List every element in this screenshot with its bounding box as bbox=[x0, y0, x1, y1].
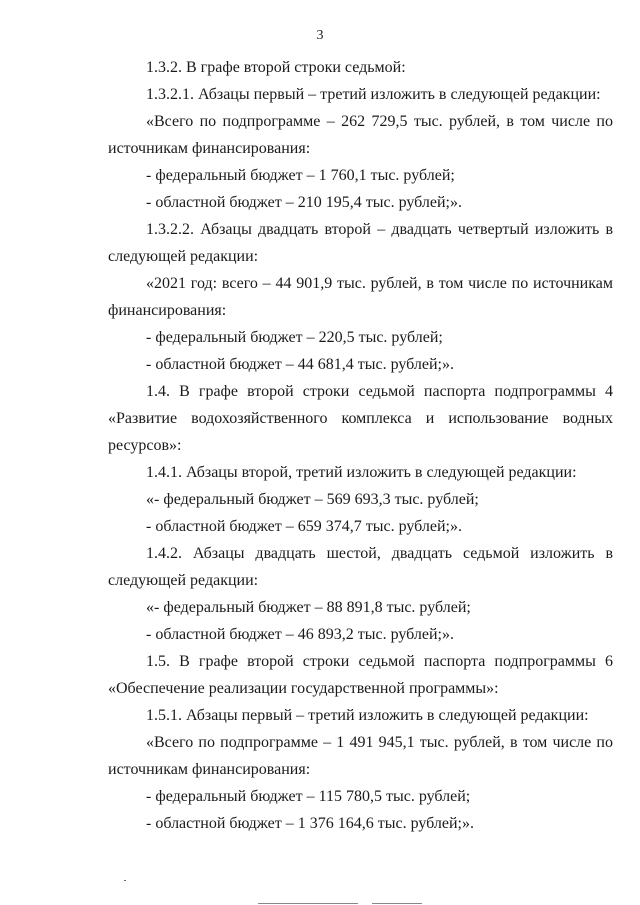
paragraph-regional-budget: - областной бюджет – 46 893,2 тыс. рублей;». bbox=[146, 626, 454, 643]
paragraph-1-4: 1.4. В графе второй строки седьмой паспорта подпрограммы 4 «Развитие водохозяйственного комплекса и использование водных ресурсов»: bbox=[108, 383, 613, 454]
paragraph-federal-budget: «- федеральный бюджет – 569 693,3 тыс. рублей; bbox=[146, 491, 479, 508]
page-number: 3 bbox=[316, 28, 324, 43]
paragraph-1-4-1: 1.4.1. Абзацы второй, третий изложить в следующей редакции: bbox=[146, 464, 577, 481]
paragraph-regional-budget: - областной бюджет – 210 195,4 тыс. рублей;». bbox=[146, 194, 462, 211]
paragraph-federal-budget: - федеральный бюджет – 115 780,5 тыс. рублей; bbox=[146, 788, 471, 805]
paragraph-federal-budget: - федеральный бюджет – 1 760,1 тыс. рублей; bbox=[146, 167, 455, 184]
paragraph-1-3-2: 1.3.2. В графе второй строки седьмой: bbox=[146, 59, 406, 76]
scan-edge-line bbox=[258, 903, 358, 904]
paragraph-quote-total-subprogram: «Всего по подпрограмме – 262 729,5 тыс. рублей, в том числе по источникам финансирования: bbox=[108, 113, 613, 157]
paragraph-quote-total-subprogram: «Всего по подпрограмме – 1 491 945,1 тыс. рублей, в том числе по источникам финансирования: bbox=[108, 734, 613, 778]
paragraph-1-3-2-2: 1.3.2.2. Абзацы двадцать второй – двадцать четвертый изложить в следующей редакции: bbox=[108, 221, 613, 265]
paragraph-1-5-1: 1.5.1. Абзацы первый – третий изложить в следующей редакции: bbox=[146, 707, 589, 724]
paragraph-1-3-2-1: 1.3.2.1. Абзацы первый – третий изложить в следующей редакции: bbox=[146, 86, 601, 103]
paragraph-quote-2021: «2021 год: всего – 44 901,9 тыс. рублей, в том числе по источникам финансирования: bbox=[108, 275, 613, 319]
scan-edge-line bbox=[372, 903, 422, 904]
scan-speck bbox=[124, 880, 126, 881]
paragraph-regional-budget: - областной бюджет – 1 376 164,6 тыс. рублей;». bbox=[146, 815, 474, 832]
paragraph-federal-budget: - федеральный бюджет – 220,5 тыс. рублей; bbox=[146, 329, 443, 346]
paragraph-federal-budget: «- федеральный бюджет – 88 891,8 тыс. рублей; bbox=[146, 599, 471, 616]
paragraph-1-4-2: 1.4.2. Абзацы двадцать шестой, двадцать седьмой изложить в следующей редакции: bbox=[108, 545, 613, 589]
paragraph-regional-budget: - областной бюджет – 659 374,7 тыс. рублей;». bbox=[146, 518, 462, 535]
paragraph-1-5: 1.5. В графе второй строки седьмой паспорта подпрограммы 6 «Обеспечение реализации государственной программы»: bbox=[108, 653, 613, 697]
document-body bbox=[108, 54, 613, 837]
paragraph-regional-budget: - областной бюджет – 44 681,4 тыс. рублей;». bbox=[146, 356, 454, 373]
